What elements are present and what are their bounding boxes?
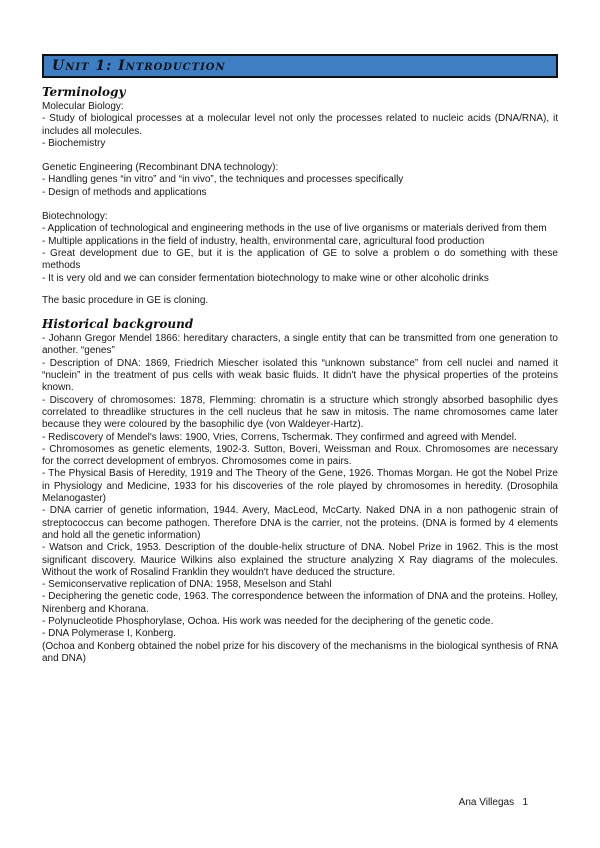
biotech-item: - Multiple applications in the field of industry, health, environmental care, agricultural food production — [42, 235, 485, 247]
page-footer — [459, 797, 528, 808]
unit-title: Unit 1: Introduction — [52, 58, 226, 74]
history-item: - DNA Polymerase I, Konberg. — [42, 628, 176, 640]
biotech-title: Biotechnology: — [42, 211, 108, 223]
document-page — [42, 54, 558, 665]
history-item: - Watson and Crick, 1953. Description of the double-helix structure of DNA. Nobel Prize in 1962. This is the most significant discovery. Maurice Wilkins also explained the structure analyzing X Ray diagrams of the molecules. Without the work of Rosalind Franklin they wouldn't have deduced the structure. — [42, 542, 558, 578]
ge-title: Genetic Engineering (Recombinant DNA technology): — [42, 162, 279, 174]
history-item: (Ochoa and Konberg obtained the nobel prize for his discovery of the mechanisms in the biological synthesis of RNA and DNA) — [42, 640, 558, 664]
unit-title-banner — [42, 54, 558, 78]
basic-procedure: The basic procedure in GE is cloning. — [42, 294, 209, 306]
biotech-item: - Great development due to GE, but it is the application of GE to solve a problem o do something with these methods — [42, 247, 558, 272]
ge-item: - Handling genes “in vitro” and “in vivo”, the techniques and processes specifically — [42, 174, 404, 186]
history-item: - Chromosomes as genetic elements, 1902-3. Sutton, Boveri, Weissman and Roux. Chromosomes are necessary for the correct development of embryos. Chromosomes come in pairs. — [42, 443, 558, 468]
footer-page-number: 1 — [522, 797, 528, 808]
history-heading: Historical background — [42, 317, 194, 332]
history-item: - Semiconservative replication of DNA: 1958, Meselson and Stahl — [42, 579, 332, 591]
biotech-item: - It is very old and we can consider fermentation biotechnology to make wine or other alcoholic drinks — [42, 272, 489, 284]
history-item: - The Physical Basis of Heredity, 1919 and The Theory of the Gene, 1926. Thomas Morgan. He got the Nobel Prize in Physiology and Medicine, 1933 for his discoveries of the role played by chromosomes in heredity. (Drosophila Melanogaster) — [42, 468, 558, 505]
molbio-item: - Biochemistry — [42, 137, 106, 149]
history-item: - Deciphering the genetic code, 1963. The correspondence between the information of DNA and the proteins. Holley, Nirenberg and Khorana. — [42, 591, 558, 615]
history-item: - Johann Gregor Mendel 1866: hereditary characters, a single entity that can be transmitted from one generation to another. “genes” — [42, 333, 558, 357]
history-item: - Discovery of chromosomes: 1878, Flemming: chromatin is a structure which strongly absorbed basophilic dyes correlated to threadlike structures in the cell nucleus that he saw in mitosis. The name chromosomes came later because they were coloured by the basophilic dye (von Waldeyer-Hartz). — [42, 394, 558, 431]
history-item: - Rediscovery of Mendel's laws: 1900, Vries, Correns, Tschermak. They confirmed and agreed with Mendel. — [42, 431, 517, 443]
molbio-item: - Study of biological processes at a molecular level not only the processes related to nucleic acids (DNA/RNA), it includes all molecules. — [42, 113, 558, 137]
molbio-title: Molecular Biology: — [42, 101, 124, 112]
history-item: - DNA carrier of genetic information, 1944. Avery, MacLeod, McCarty. Naked DNA in a non pathogenic strain of streptococcus can become pathogen. Therefore DNA is the carrier, not the proteins. (DNA is formed by 4 elements and hold all the genetic information) — [42, 505, 558, 541]
footer-author: Ana Villegas — [458, 797, 515, 808]
ge-item: - Design of methods and applications — [42, 186, 207, 198]
history-item: - Polynucleotide Phosphorylase, Ochoa. His work was needed for the deciphering of the genetic code. — [42, 615, 494, 627]
biotech-item: - Application of technological and engineering methods in the use of live organisms or materials derived from them — [42, 223, 547, 235]
terminology-heading: Terminology — [42, 85, 126, 99]
history-item: - Description of DNA: 1869, Friedrich Miescher isolated this “unknown substance” from cell nuclei and named it “nuclein” in the treatment of pus cells with weak basic fluids. It didn't have the physical properties of the proteins known. — [42, 357, 558, 394]
